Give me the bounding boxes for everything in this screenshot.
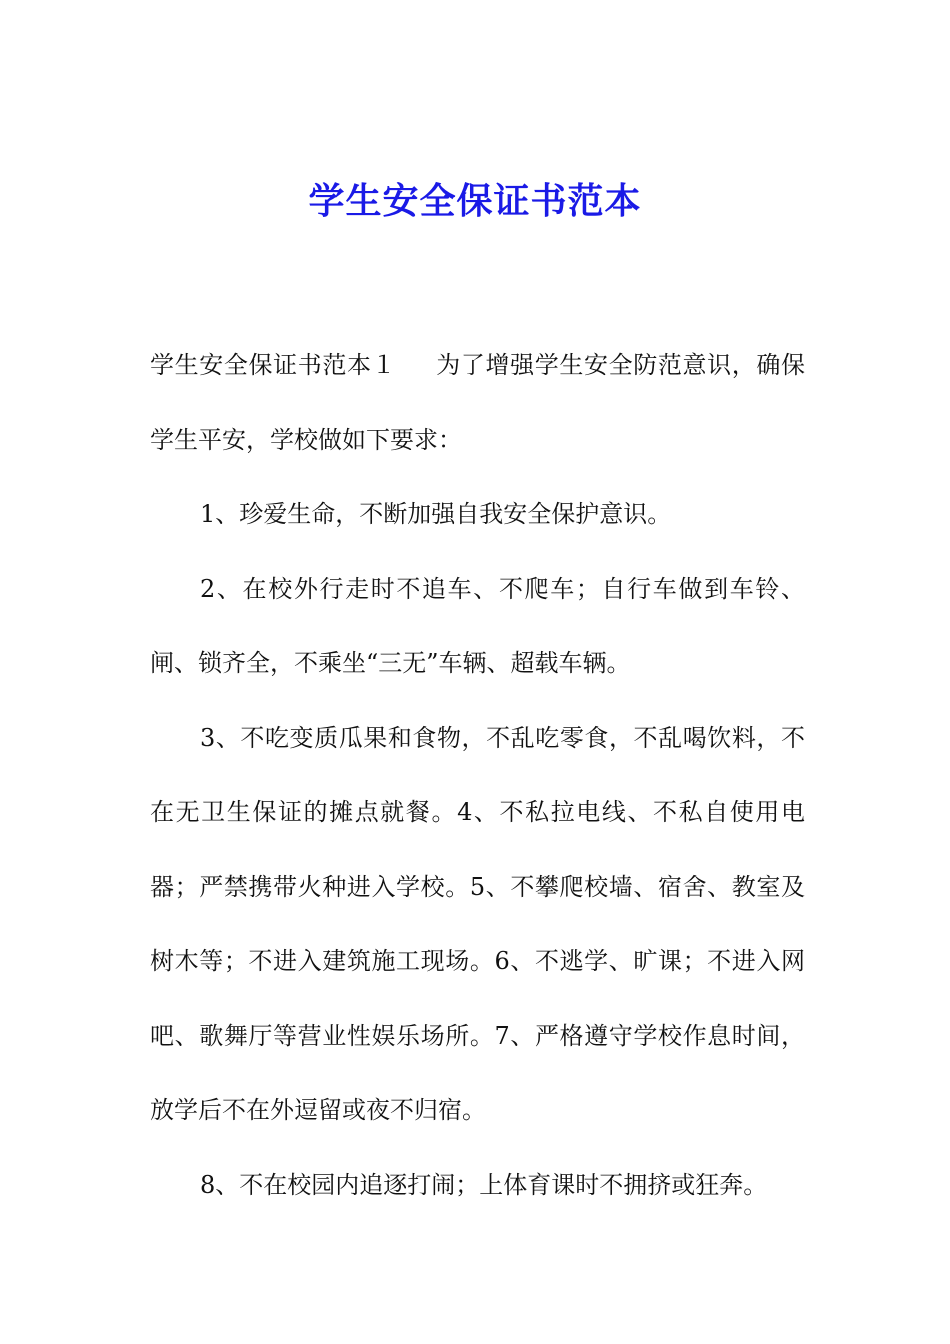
- rule-paragraph-8: 8、不在校园内追逐打闹；上体育课时不拥挤或狂奔。: [200, 1170, 768, 1199]
- rule-paragraph-1: 1、珍爱生命，不断加强自我安全保护意识。: [200, 500, 672, 528]
- intro-text: 为了增强学生安全防范意识，确保学生平安，学校做如下要求：: [150, 351, 805, 454]
- document-title: 学生安全保证书范本: [308, 181, 642, 222]
- intro-paragraph: [150, 328, 805, 477]
- rule-paragraph-2: 2、在校外行走时不追车、不爬车；自行车做到车铃、闸、锁齐全，不乘坐“三无”车辆、超载车辆。: [150, 574, 805, 677]
- document-body: [150, 328, 805, 1222]
- section-label: 学生安全保证书范本１: [150, 351, 397, 379]
- rule-paragraph-3-7: 3、不吃变质瓜果和食物，不乱吃零食，不乱喝饮料，不在无卫生保证的摊点就餐。4、不私拉电线、不私自使用电器；严禁携带火种进入学校。5、不攀爬校墙、宿舍、教室及树木等；不进入建筑施工现场。6、不逃学、旷课；不进入网吧、歌舞厅等营业性娱乐场所。7、严格遵守学校作息时间，放学后不在外逗留或夜不归宿。: [150, 723, 805, 1124]
